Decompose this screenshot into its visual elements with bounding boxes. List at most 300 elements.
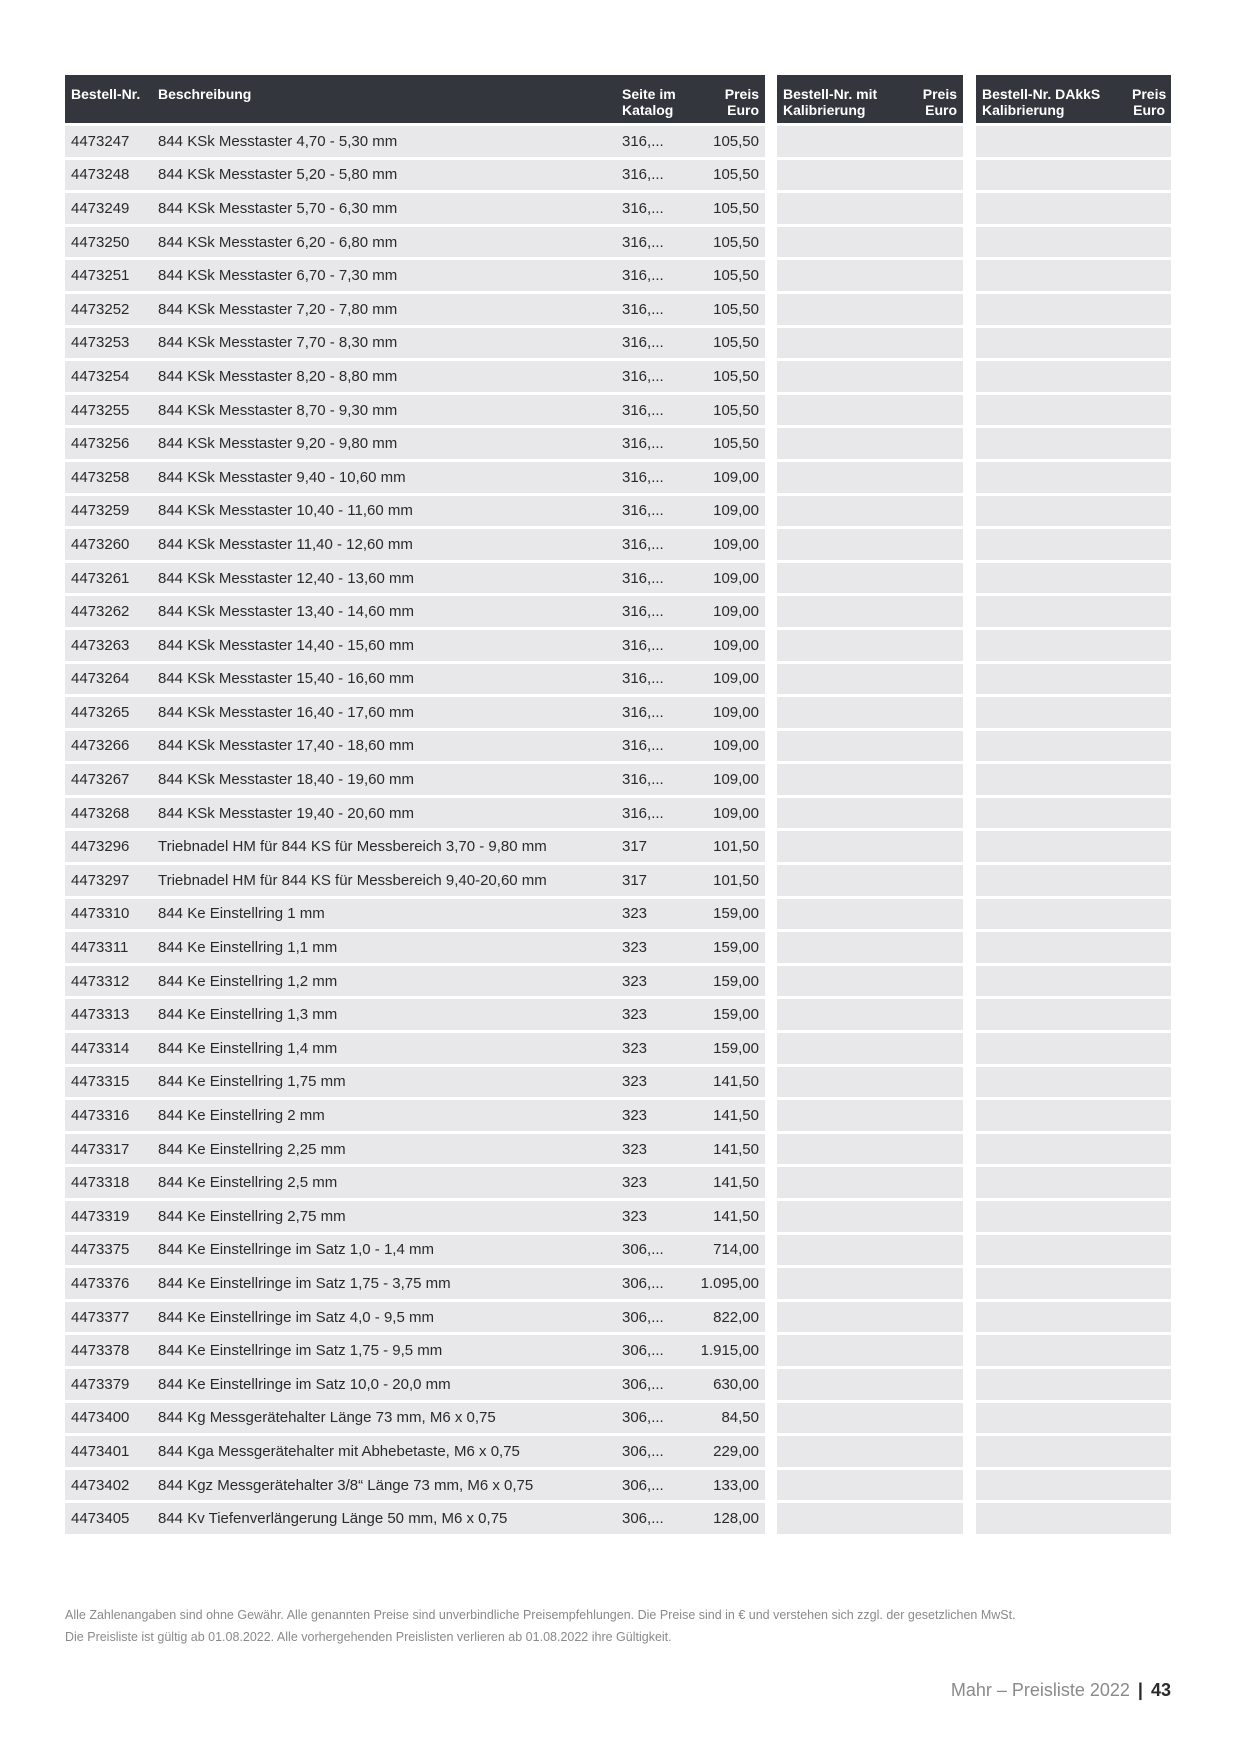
cell-bestell-nr: 4473264 <box>71 670 130 688</box>
cell-beschreibung: 844 Kv Tiefenverlängerung Länge 50 mm, M6 x 0,75 <box>158 1510 508 1528</box>
cell-bestell-nr: 4473260 <box>71 535 130 553</box>
cell-bestell-nr: 4473258 <box>71 468 130 486</box>
dakks-row <box>976 1470 1171 1501</box>
cell-bestell-nr: 4473259 <box>71 502 130 520</box>
cell-preis: 109,00 <box>713 569 759 587</box>
calibration-row <box>777 865 963 896</box>
table-row <box>65 865 765 896</box>
page-number: 43 <box>1150 1680 1171 1700</box>
calibration-row <box>777 260 963 291</box>
cell-bestell-nr: 4473375 <box>71 1241 130 1259</box>
cell-seite: 316,... <box>622 703 664 721</box>
cell-beschreibung: 844 KSk Messtaster 9,40 - 10,60 mm <box>158 468 406 486</box>
cell-seite: 316,... <box>622 670 664 688</box>
cell-bestell-nr: 4473377 <box>71 1308 130 1326</box>
cell-beschreibung: 844 KSk Messtaster 8,70 - 9,30 mm <box>158 401 398 419</box>
cell-preis: 105,50 <box>713 300 759 318</box>
cell-beschreibung: 844 KSk Messtaster 12,40 - 13,60 mm <box>158 569 414 587</box>
cell-seite: 316,... <box>622 334 664 352</box>
calibration-row <box>777 126 963 157</box>
cell-bestell-nr: 4473266 <box>71 737 130 755</box>
cell-beschreibung: 844 Ke Einstellringe im Satz 4,0 - 9,5 mm <box>158 1308 434 1326</box>
table-row <box>65 1067 765 1098</box>
table-row <box>65 831 765 862</box>
dakks-row <box>976 1201 1171 1232</box>
dakks-table-header <box>976 75 1171 123</box>
header-preis-euro-kalibrierung: Preis Euro <box>922 86 957 118</box>
table-row <box>65 428 765 459</box>
cell-preis: 141,50 <box>713 1073 759 1091</box>
dakks-row <box>976 1235 1171 1266</box>
cell-beschreibung: 844 KSk Messtaster 7,20 - 7,80 mm <box>158 300 398 318</box>
cell-preis: 105,50 <box>713 367 759 385</box>
cell-bestell-nr: 4473315 <box>71 1073 130 1091</box>
dakks-row <box>976 764 1171 795</box>
table-row <box>65 697 765 728</box>
cell-bestell-nr: 4473376 <box>71 1274 130 1292</box>
dakks-row <box>976 1033 1171 1064</box>
cell-seite: 323 <box>622 939 648 957</box>
cell-preis: 714,00 <box>713 1241 759 1259</box>
cell-preis: 109,00 <box>713 737 759 755</box>
table-row <box>65 496 765 527</box>
dakks-row <box>976 160 1171 191</box>
cell-beschreibung: 844 KSk Messtaster 14,40 - 15,60 mm <box>158 636 414 654</box>
price-table-header <box>65 75 765 123</box>
cell-preis: 229,00 <box>713 1442 759 1460</box>
calibration-row <box>777 1436 963 1467</box>
table-row <box>65 328 765 359</box>
cell-bestell-nr: 4473250 <box>71 233 130 251</box>
dakks-row <box>976 227 1171 258</box>
cell-seite: 323 <box>622 1207 648 1225</box>
cell-beschreibung: 844 Ke Einstellring 2,25 mm <box>158 1140 346 1158</box>
table-row <box>65 966 765 997</box>
cell-seite: 323 <box>622 1107 648 1125</box>
cell-seite: 316,... <box>622 468 664 486</box>
cell-preis: 109,00 <box>713 468 759 486</box>
cell-seite: 323 <box>622 1006 648 1024</box>
cell-preis: 109,00 <box>713 636 759 654</box>
cell-bestell-nr: 4473400 <box>71 1409 130 1427</box>
cell-beschreibung: Triebnadel HM für 844 KS für Messbereich 9,40-20,60 mm <box>158 871 547 889</box>
cell-beschreibung: 844 KSk Messtaster 18,40 - 19,60 mm <box>158 771 414 789</box>
cell-preis: 105,50 <box>713 334 759 352</box>
cell-preis: 109,00 <box>713 502 759 520</box>
cell-seite: 316,... <box>622 401 664 419</box>
dakks-row <box>976 697 1171 728</box>
dakks-row <box>976 260 1171 291</box>
table-row <box>65 1470 765 1501</box>
cell-seite: 323 <box>622 1140 648 1158</box>
dakks-row <box>976 1067 1171 1098</box>
cell-seite: 306,... <box>622 1274 664 1292</box>
cell-bestell-nr: 4473314 <box>71 1039 130 1057</box>
cell-bestell-nr: 4473312 <box>71 972 130 990</box>
cell-bestell-nr: 4473310 <box>71 905 130 923</box>
cell-beschreibung: 844 Ke Einstellring 1,1 mm <box>158 939 338 957</box>
dakks-row <box>976 428 1171 459</box>
dakks-row <box>976 596 1171 627</box>
dakks-row <box>976 496 1171 527</box>
table-row <box>65 999 765 1030</box>
table-row <box>65 529 765 560</box>
header-seite-im-katalog: Seite im Katalog <box>622 86 676 118</box>
calibration-row <box>777 1335 963 1366</box>
calibration-row <box>777 428 963 459</box>
price-table-body <box>65 126 765 1534</box>
dakks-row <box>976 1100 1171 1131</box>
cell-preis: 133,00 <box>713 1476 759 1494</box>
cell-seite: 316,... <box>622 771 664 789</box>
cell-seite: 316,... <box>622 603 664 621</box>
cell-preis: 159,00 <box>713 939 759 957</box>
cell-preis: 159,00 <box>713 1006 759 1024</box>
cell-beschreibung: 844 Kga Messgerätehalter mit Abhebetaste, M6 x 0,75 <box>158 1442 520 1460</box>
table-row <box>65 664 765 695</box>
cell-preis: 141,50 <box>713 1107 759 1125</box>
table-row <box>65 462 765 493</box>
dakks-row <box>976 664 1171 695</box>
cell-beschreibung: 844 Kg Messgerätehalter Länge 73 mm, M6 x 0,75 <box>158 1409 496 1427</box>
cell-bestell-nr: 4473262 <box>71 603 130 621</box>
cell-beschreibung: 844 KSk Messtaster 4,70 - 5,30 mm <box>158 132 398 150</box>
dakks-row <box>976 1302 1171 1333</box>
cell-preis: 105,50 <box>713 267 759 285</box>
calibration-row <box>777 932 963 963</box>
cell-seite: 316,... <box>622 435 664 453</box>
calibration-row <box>777 227 963 258</box>
cell-bestell-nr: 4473313 <box>71 1006 130 1024</box>
cell-beschreibung: 844 KSk Messtaster 10,40 - 11,60 mm <box>158 502 413 520</box>
cell-beschreibung: 844 KSk Messtaster 8,20 - 8,80 mm <box>158 367 398 385</box>
cell-bestell-nr: 4473316 <box>71 1107 130 1125</box>
cell-beschreibung: 844 Ke Einstellring 2,5 mm <box>158 1174 338 1192</box>
cell-bestell-nr: 4473319 <box>71 1207 130 1225</box>
dakks-row <box>976 865 1171 896</box>
cell-beschreibung: 844 Ke Einstellring 2 mm <box>158 1107 325 1125</box>
cell-beschreibung: 844 Ke Einstellring 1,3 mm <box>158 1006 338 1024</box>
table-row <box>65 731 765 762</box>
table-row <box>65 361 765 392</box>
cell-bestell-nr: 4473255 <box>71 401 130 419</box>
dakks-row <box>976 1167 1171 1198</box>
table-row <box>65 1503 765 1534</box>
calibration-row <box>777 1503 963 1534</box>
header-bestell-nr: Bestell-Nr. <box>71 86 141 102</box>
cell-bestell-nr: 4473261 <box>71 569 130 587</box>
dakks-row <box>976 630 1171 661</box>
cell-seite: 306,... <box>622 1308 664 1326</box>
cell-seite: 317 <box>622 871 648 889</box>
cell-beschreibung: 844 KSk Messtaster 15,40 - 16,60 mm <box>158 670 414 688</box>
footer-separator: | <box>1137 1680 1143 1700</box>
cell-preis: 109,00 <box>713 771 759 789</box>
cell-seite: 306,... <box>622 1342 664 1360</box>
dakks-row <box>976 1134 1171 1165</box>
cell-beschreibung: 844 KSk Messtaster 5,70 - 6,30 mm <box>158 199 398 217</box>
dakks-row <box>976 1403 1171 1434</box>
calibration-row <box>777 1470 963 1501</box>
cell-seite: 316,... <box>622 636 664 654</box>
cell-bestell-nr: 4473311 <box>71 939 129 957</box>
cell-bestell-nr: 4473248 <box>71 166 130 184</box>
cell-seite: 323 <box>622 1073 648 1091</box>
cell-seite: 306,... <box>622 1375 664 1393</box>
cell-preis: 630,00 <box>713 1375 759 1393</box>
dakks-row <box>976 395 1171 426</box>
calibration-row <box>777 193 963 224</box>
cell-seite: 317 <box>622 838 648 856</box>
table-row <box>65 563 765 594</box>
dakks-row <box>976 731 1171 762</box>
calibration-row <box>777 899 963 930</box>
dakks-row <box>976 899 1171 930</box>
table-row <box>65 630 765 661</box>
header-bestell-nr-dakks: Bestell-Nr. DAkkS Kalibrierung <box>982 86 1101 118</box>
dakks-row <box>976 831 1171 862</box>
table-row <box>65 1100 765 1131</box>
calibration-row <box>777 462 963 493</box>
cell-beschreibung: 844 KSk Messtaster 19,40 - 20,60 mm <box>158 804 414 822</box>
footer-title: Mahr – Preisliste 2022 <box>950 1680 1130 1700</box>
cell-preis: 109,00 <box>713 804 759 822</box>
dakks-row <box>976 1369 1171 1400</box>
cell-preis: 109,00 <box>713 703 759 721</box>
calibration-row <box>777 160 963 191</box>
cell-beschreibung: 844 KSk Messtaster 9,20 - 9,80 mm <box>158 435 398 453</box>
cell-preis: 822,00 <box>713 1308 759 1326</box>
calibration-row <box>777 1033 963 1064</box>
calibration-row <box>777 731 963 762</box>
table-row <box>65 1167 765 1198</box>
table-row <box>65 160 765 191</box>
calibration-row <box>777 1201 963 1232</box>
calibration-row <box>777 361 963 392</box>
dakks-row <box>976 529 1171 560</box>
header-bestell-nr-kalibrierung: Bestell-Nr. mit Kalibrierung <box>783 86 878 118</box>
cell-beschreibung: 844 KSk Messtaster 6,20 - 6,80 mm <box>158 233 398 251</box>
cell-beschreibung: 844 Ke Einstellringe im Satz 1,75 - 3,75 mm <box>158 1274 451 1292</box>
footnote-line-1: Alle Zahlenangaben sind ohne Gewähr. Alle genannten Preise sind unverbindliche Preisempfehlungen. Die Preise sind in € und verstehen sich zzgl. der gesetzlichen MwSt. <box>65 1608 1016 1622</box>
cell-preis: 105,50 <box>713 233 759 251</box>
calibration-row <box>777 596 963 627</box>
calibration-row <box>777 798 963 829</box>
cell-preis: 159,00 <box>713 905 759 923</box>
table-row <box>65 260 765 291</box>
cell-seite: 323 <box>622 972 648 990</box>
cell-bestell-nr: 4473252 <box>71 300 130 318</box>
cell-seite: 306,... <box>622 1476 664 1494</box>
cell-seite: 316,... <box>622 569 664 587</box>
table-row <box>65 1403 765 1434</box>
cell-beschreibung: 844 KSk Messtaster 13,40 - 14,60 mm <box>158 603 414 621</box>
cell-preis: 141,50 <box>713 1174 759 1192</box>
cell-beschreibung: 844 Ke Einstellringe im Satz 1,75 - 9,5 mm <box>158 1342 443 1360</box>
cell-bestell-nr: 4473402 <box>71 1476 130 1494</box>
cell-beschreibung: 844 KSk Messtaster 11,40 - 12,60 mm <box>158 535 413 553</box>
cell-seite: 316,... <box>622 233 664 251</box>
calibration-row <box>777 563 963 594</box>
dakks-row <box>976 1268 1171 1299</box>
table-row <box>65 126 765 157</box>
cell-seite: 323 <box>622 905 648 923</box>
dakks-row <box>976 294 1171 325</box>
cell-preis: 105,50 <box>713 166 759 184</box>
cell-beschreibung: 844 KSk Messtaster 7,70 - 8,30 mm <box>158 334 398 352</box>
dakks-row <box>976 1335 1171 1366</box>
cell-bestell-nr: 4473318 <box>71 1174 130 1192</box>
cell-preis: 1.915,00 <box>700 1342 759 1360</box>
calibration-row <box>777 1302 963 1333</box>
cell-beschreibung: 844 KSk Messtaster 17,40 - 18,60 mm <box>158 737 414 755</box>
cell-seite: 316,... <box>622 804 664 822</box>
cell-preis: 84,50 <box>721 1409 759 1427</box>
cell-seite: 316,... <box>622 535 664 553</box>
page-footer <box>951 1680 1171 1701</box>
cell-bestell-nr: 4473247 <box>71 132 130 150</box>
calibration-row <box>777 1268 963 1299</box>
cell-bestell-nr: 4473249 <box>71 199 130 217</box>
cell-bestell-nr: 4473297 <box>71 871 130 889</box>
calibration-row <box>777 1235 963 1266</box>
cell-seite: 323 <box>622 1174 648 1192</box>
cell-beschreibung: 844 Ke Einstellring 1,4 mm <box>158 1039 338 1057</box>
dakks-row <box>976 966 1171 997</box>
cell-beschreibung: 844 KSk Messtaster 5,20 - 5,80 mm <box>158 166 398 184</box>
cell-preis: 109,00 <box>713 535 759 553</box>
cell-bestell-nr: 4473405 <box>71 1510 130 1528</box>
cell-seite: 323 <box>622 1039 648 1057</box>
header-preis-euro-dakks: Preis Euro <box>1132 86 1167 118</box>
calibration-row <box>777 966 963 997</box>
calibration-row <box>777 294 963 325</box>
table-row <box>65 1201 765 1232</box>
calibration-row <box>777 1134 963 1165</box>
calibration-row <box>777 630 963 661</box>
calibration-table-header <box>777 75 963 123</box>
cell-bestell-nr: 4473401 <box>71 1442 130 1460</box>
cell-preis: 159,00 <box>713 1039 759 1057</box>
calibration-row <box>777 496 963 527</box>
dakks-row <box>976 932 1171 963</box>
calibration-row <box>777 395 963 426</box>
cell-bestell-nr: 4473317 <box>71 1140 130 1158</box>
cell-beschreibung: 844 Kgz Messgerätehalter 3/8“ Länge 73 mm, M6 x 0,75 <box>158 1476 534 1494</box>
cell-preis: 1.095,00 <box>700 1274 759 1292</box>
cell-bestell-nr: 4473378 <box>71 1342 130 1360</box>
calibration-row <box>777 831 963 862</box>
cell-seite: 306,... <box>622 1409 664 1427</box>
cell-seite: 316,... <box>622 267 664 285</box>
cell-seite: 316,... <box>622 300 664 318</box>
cell-beschreibung: 844 KSk Messtaster 16,40 - 17,60 mm <box>158 703 414 721</box>
header-preis-euro: Preis Euro <box>724 86 759 118</box>
dakks-table-body <box>976 126 1171 1534</box>
calibration-table-body <box>777 126 963 1534</box>
table-row <box>65 1369 765 1400</box>
table-row <box>65 764 765 795</box>
cell-bestell-nr: 4473263 <box>71 636 130 654</box>
cell-seite: 316,... <box>622 166 664 184</box>
cell-seite: 306,... <box>622 1510 664 1528</box>
table-row <box>65 1033 765 1064</box>
cell-seite: 316,... <box>622 737 664 755</box>
dakks-row <box>976 798 1171 829</box>
table-row <box>65 1436 765 1467</box>
dakks-row <box>976 361 1171 392</box>
table-row <box>65 193 765 224</box>
cell-preis: 105,50 <box>713 435 759 453</box>
table-row <box>65 798 765 829</box>
calibration-row <box>777 328 963 359</box>
cell-preis: 101,50 <box>713 838 759 856</box>
dakks-row <box>976 126 1171 157</box>
cell-seite: 306,... <box>622 1241 664 1259</box>
footnote <box>65 1604 1185 1648</box>
cell-bestell-nr: 4473256 <box>71 435 130 453</box>
cell-beschreibung: 844 Ke Einstellring 1,75 mm <box>158 1073 346 1091</box>
cell-preis: 159,00 <box>713 972 759 990</box>
calibration-table <box>777 75 963 1537</box>
footnote-line-2: Die Preisliste ist gültig ab 01.08.2022. Alle vorhergehenden Preislisten verlieren ab 01.08.2022 ihre Gültigkeit. <box>65 1630 672 1644</box>
calibration-row <box>777 1067 963 1098</box>
cell-bestell-nr: 4473267 <box>71 771 130 789</box>
dakks-row <box>976 563 1171 594</box>
cell-beschreibung: 844 Ke Einstellringe im Satz 10,0 - 20,0 mm <box>158 1375 451 1393</box>
cell-seite: 316,... <box>622 502 664 520</box>
cell-preis: 128,00 <box>713 1510 759 1528</box>
cell-preis: 101,50 <box>713 871 759 889</box>
table-row <box>65 227 765 258</box>
dakks-table <box>976 75 1171 1537</box>
table-row <box>65 932 765 963</box>
cell-seite: 316,... <box>622 199 664 217</box>
dakks-row <box>976 1436 1171 1467</box>
dakks-row <box>976 193 1171 224</box>
dakks-row <box>976 462 1171 493</box>
cell-preis: 109,00 <box>713 670 759 688</box>
table-row <box>65 395 765 426</box>
cell-bestell-nr: 4473254 <box>71 367 130 385</box>
cell-seite: 306,... <box>622 1442 664 1460</box>
cell-beschreibung: Triebnadel HM für 844 KS für Messbereich 3,70 - 9,80 mm <box>158 838 547 856</box>
cell-preis: 105,50 <box>713 199 759 217</box>
calibration-row <box>777 764 963 795</box>
calibration-row <box>777 1167 963 1198</box>
calibration-row <box>777 1369 963 1400</box>
table-row <box>65 899 765 930</box>
cell-preis: 141,50 <box>713 1207 759 1225</box>
table-row <box>65 1134 765 1165</box>
cell-beschreibung: 844 Ke Einstellring 2,75 mm <box>158 1207 346 1225</box>
calibration-row <box>777 999 963 1030</box>
table-row <box>65 1235 765 1266</box>
calibration-row <box>777 529 963 560</box>
cell-beschreibung: 844 Ke Einstellring 1 mm <box>158 905 325 923</box>
calibration-row <box>777 1403 963 1434</box>
table-row <box>65 596 765 627</box>
table-row <box>65 294 765 325</box>
cell-seite: 316,... <box>622 132 664 150</box>
cell-seite: 316,... <box>622 367 664 385</box>
cell-preis: 109,00 <box>713 603 759 621</box>
table-row <box>65 1335 765 1366</box>
calibration-row <box>777 697 963 728</box>
price-table <box>65 75 765 1537</box>
table-row <box>65 1302 765 1333</box>
cell-bestell-nr: 4473296 <box>71 838 130 856</box>
